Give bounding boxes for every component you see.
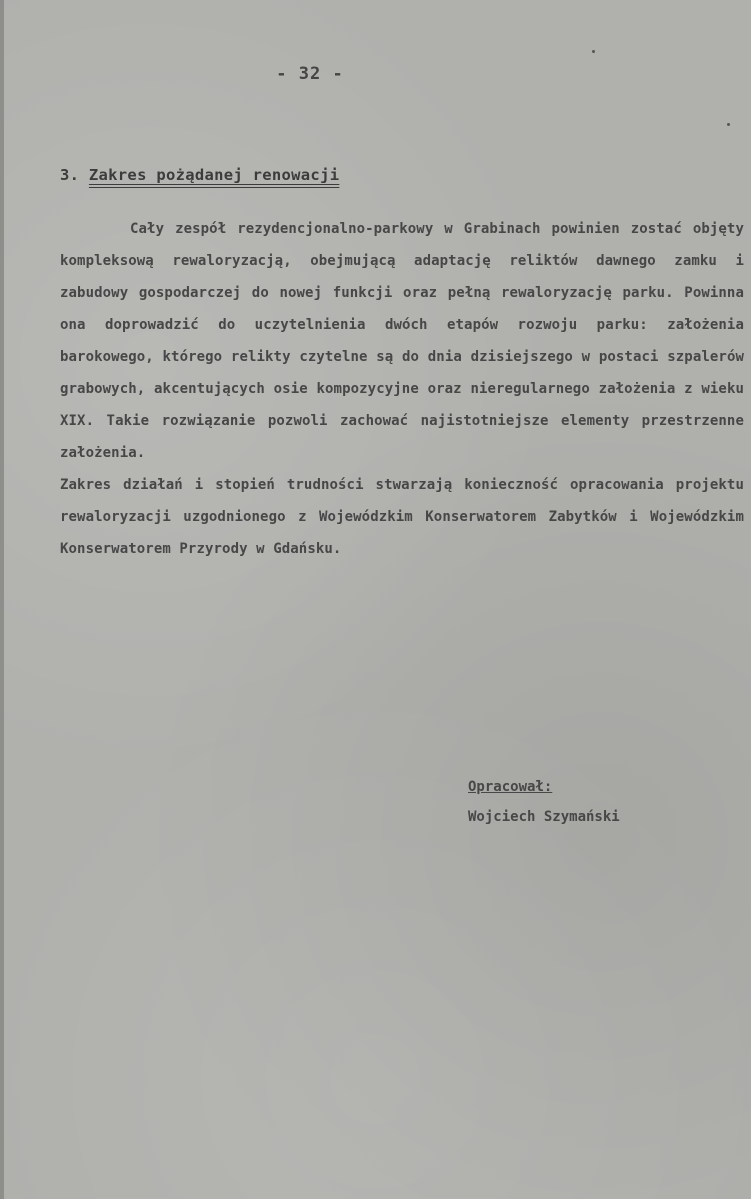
paragraph-1-text: Cały zespół rezydencjonalno-parkowy w Grabinach powinien zostać objęty kompleksową rewaloryzacją, obejmującą adaptację reliktów dawnego zamku i zabudowy gospodarczej do nowej funkcji oraz pełną rewaloryzację parku. Powinna ona doprowadzić do uczytelnienia dwóch etapów rozwoju parku: założenia barokowego, którego relikty czytelne są do dnia dzisiejszego w postaci szpalerów grabowych, akcentujących osie kompozycyjne oraz nieregularnego założenia z wieku XIX. Takie rozwiązanie pozwoli zachować najistotniejsze elementy przestrzenne założenia. [60, 221, 744, 461]
ink-speck [727, 123, 730, 126]
page-number: - 32 - [276, 64, 344, 84]
signature-label: Opracował: [468, 779, 553, 795]
section-heading [60, 166, 339, 184]
body-text [60, 213, 744, 565]
paragraph-2-text: Zakres działań i stopień trudności stwarzają konieczność opracowania projektu rewaloryzacji uzgodnionego z Wojewódzkim Konserwatorem Zabytków i Wojewódzkim Konserwatorem Przyrody w Gdańsku. [60, 477, 744, 557]
signature-block [468, 772, 620, 832]
paragraph-2 [60, 469, 744, 565]
page-edge [0, 0, 4, 1199]
signature-name: Wojciech Szymański [468, 809, 620, 825]
paragraph-1 [60, 213, 744, 469]
section-title: Zakres pożądanej renowacji [88, 166, 340, 184]
section-number: 3. [60, 166, 80, 184]
ink-speck [592, 50, 595, 53]
